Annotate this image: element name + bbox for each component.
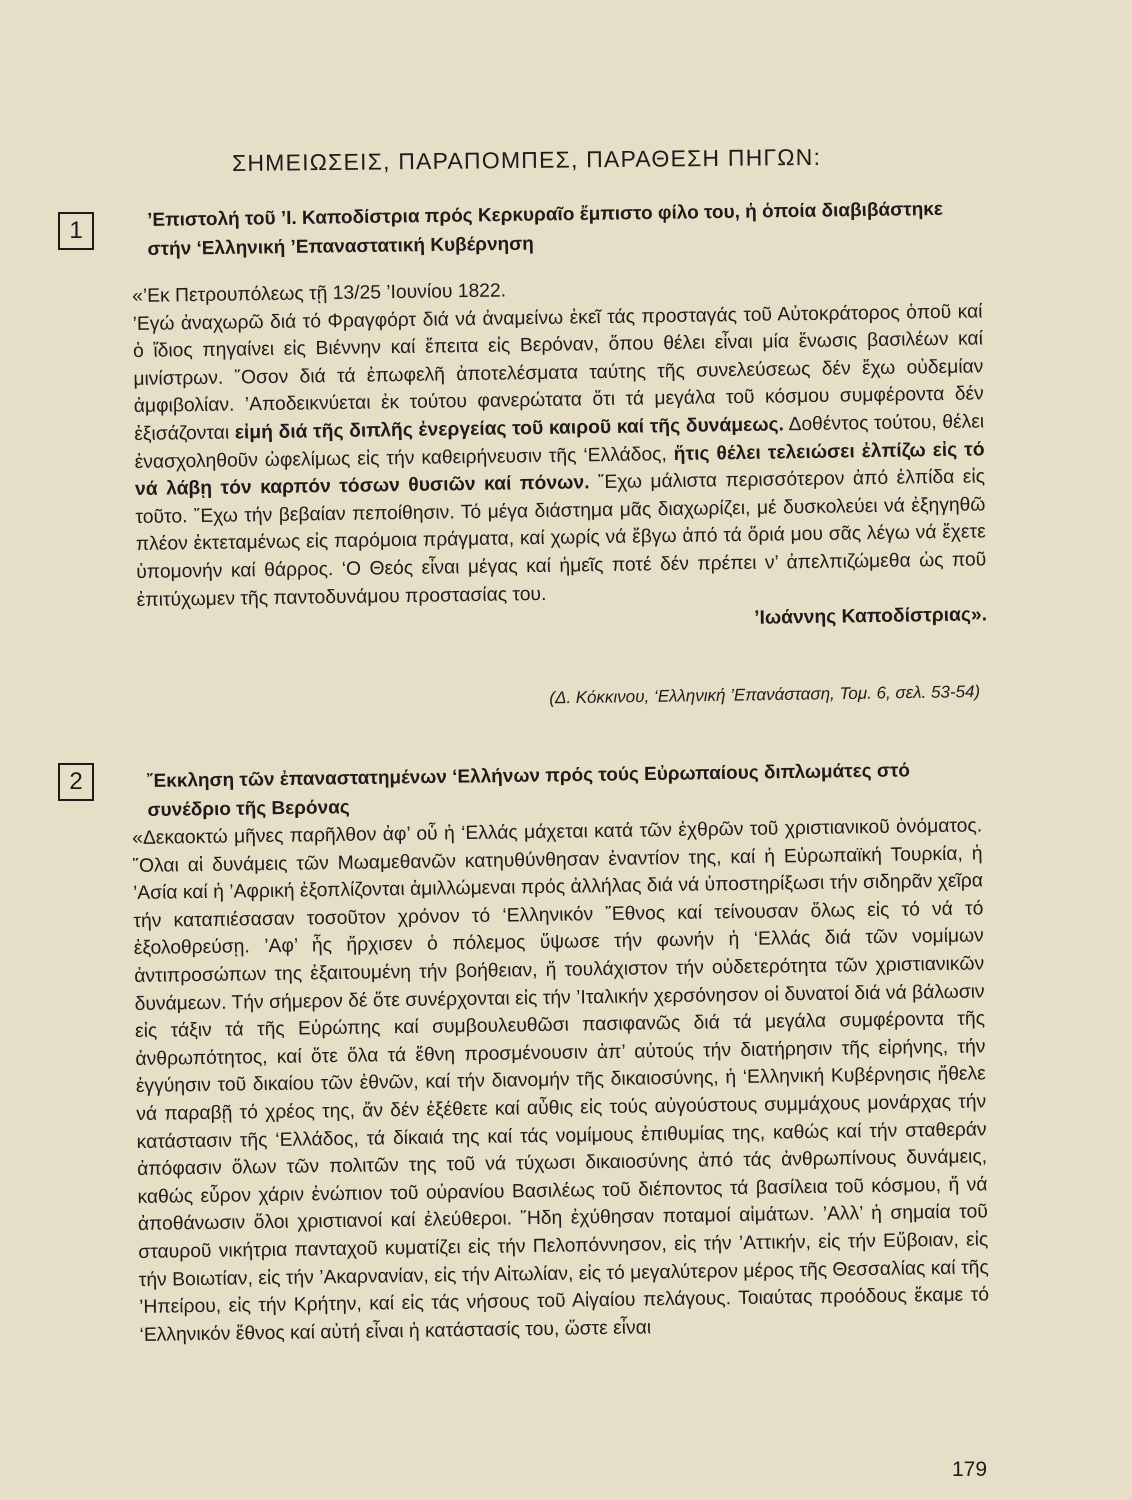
letter-signature: ’Ιωάννης Καποδίστριας».: [753, 604, 988, 629]
source-citation: (Δ. Κόκκινου, ‘Ελληνική ’Επανάσταση, Τομ. 6, σελ. 53-54): [549, 682, 981, 708]
section-heading-1: ’Επιστολή τοῦ ’Ι. Καποδίστρια πρός Κερκυραῖο ἔμπιστο φίλο του, ἡ ὁποία διαβιβάστηκε στήν ‘Ελληνική ’Επαναστατική Κυβέρνηση: [147, 198, 943, 260]
letter-text: ’Εγώ ἀναχωρῶ διά τό Φραγφόρτ διά νά ἀναμείνω ἐκεῖ τάς προσταγάς τοῦ Αὐτοκράτορος ὁποῦ καί ὁ ἴδιος πηγαίνει εἰς Βιέννην καί ἔπειτα εἰς Βερόναν, ὅπου θέλει εἶναι μία ἕνωσις βασιλέων καί μινίστρων. ῞Οσον διά τά ἐπωφελῆ ἀποτελέσματα ταύτης τῆς συνελεύσεως δέν ἔχω οὐδεμίαν ἀμφιβολίαν. ’Αποδεικνύεται ἐκ τούτου φανερώτατα ὅτι τά μεγάλα τοῦ κόσμου συμφέροντα δέν ἐξισάζονται: [132, 300, 984, 445]
letter-paragraph: [132, 298, 986, 614]
section-number: 2: [69, 768, 83, 795]
section-number-box-1: [58, 212, 94, 250]
letter-bold-text: ἥτις θέλει τελειώσει ἐλπίζω εἰς τό νά λάβῃ τόν καρπόν τόσων θυσιῶν καί πόνων.: [134, 438, 985, 501]
page-title: ΣΗΜΕΙΩΣΕΙΣ, ΠΑΡΑΠΟΜΠΕΣ, ΠΑΡΑΘΕΣΗ ΠΗΓΩΝ:: [231, 143, 822, 176]
letter-bold-text: εἰμή διά τῆς διπλῆς ἐνεργείας τοῦ καιροῦ καί τῆς δυνάμεως.: [234, 414, 785, 444]
section-number-box-2: [58, 763, 94, 801]
section-body-2: [132, 812, 990, 1349]
letter-text: ῎Εχω μάλιστα περισσότερον ἀπό ἐλπίδα εἰς τοῦτο. ῎Εχω τήν βεβαίαν πεποίθησιν. Τό μέγα διάστημα μᾶς διαχωρίζει, μέ δυσκολεύει νά ἐξηγηθῶ πλέον ἐκτεταμένως εἰς παρόμοια πράγματα, καί χωρίς νά ἔβγω ἀπό τά ὅριά μου σᾶς λέγω νά ἔχετε ὑπομονήν καί θάρρος. ‘Ο Θεός εἶναι μέγας καί ἡμεῖς ποτέ δέν πρέπει ν’ ἀπελπιζώμεθα ὡς ποῦ ἐπιτύχωμεν τῆς παντοδυνάμου προστασίας του.: [135, 466, 987, 611]
letter-text: Δοθέντος τούτου, θέλει ἐνασχοληθοῦν ὠφελίμως εἰς τήν καθειρήνευσιν τῆς ‘Ελλάδος,: [134, 411, 985, 473]
letter-opening: «’Εκ Πετρουπόλεως τῇ 13/25 ’Ιουνίου 1822.: [132, 280, 507, 307]
appeal-text: «Δεκαοκτώ μῆνες παρῆλθον ἀφ’ οὗ ἡ ‘Ελλάς μάχεται κατά τῶν ἐχθρῶν τοῦ χριστιανικοῦ ὀνόματος. ῞Ολαι αἱ δυνάμεις τῶν Μωαμεθανῶν κατηυθύνθησαν ἐναντίον της, καί ἡ Εὐρωπαϊκή Τουρκία, ἡ ’Ασία καί ἡ ’Αφρική ἐξοπλίζονται ἁμιλλώμεναι πρός ἀλλήλας διά νά ὑποστηρίξωσι τήν σιδηρᾶν χεῖρα τήν καταπιέσασαν τοσοῦτον χρόνον τό ‘Ελληνικόν ῎Εθνος καί τείνουσαν ὅλως εἰς τό νά τό ἐξολοθρεύσῃ. ’Αφ’ ἧς ἤρχισεν ὁ πόλεμος ὕψωσε τήν φωνήν ἡ ‘Ελλάς διά τῶν νομίμων ἀντιπροσώπων της ἐξαιτουμένη τήν βοήθειαν, ἤ τουλάχιστον τήν οὐδετερότητα τῶν χριστιανικῶν δυνάμεων. Τήν σήμερον δέ ὅτε συνέρχονται εἰς τήν ’Ιταλικήν χερσόνησον οἱ δυνατοί διά νά βάλωσιν εἰς τάξιν τά τῆς Εὐρώπης καί συμβουλευθῶσι πασιφανῶς διά τά μεγάλα συμφέροντα τῆς ἀνθρωπότητος, καί ὅτε ὅλα τά ἔθνη προσμένουσιν ἀπ’ αὐτούς τήν διατήρησιν τῆς εἰρήνης, τήν ἐγγύησιν τοῦ δικαίου τῶν ἐθνῶν, καί τήν διανομήν τῆς δικαιοσύνης, ἡ ‘Ελληνική Κυβέρνησις ἤθελε νά παραβῇ τό χρέος της, ἄν δέν ἐξέθετε καί αὖθις εἰς τούς αὐγούστους συμμάχους μονάρχας τήν κατάστασιν τῆς ‘Ελλάδος, τά δίκαιά της καί τάς νομίμους ἐπιθυμίας της, καθώς καί τήν σταθεράν ἀπόφασιν ὅλων τῶν πολιτῶν της τοῦ νά τύχωσι δικαιοσύνης ἀπό τάς ἀνθρωπίνους δυνάμεις, καθώς εὗρον χάριν ἐνώπιον τοῦ οὐρανίου Βασιλέως τοῦ διέποντος τά βασίλεια τοῦ κόσμου, ἤ νά ἀποθάνωσιν ὅλοι χριστιανοί καί ἐλεύθεροι. ῞Ηδη ἐχύθησαν ποταμοί αἱμάτων. ’Αλλ’ ἡ σημαία τοῦ σταυροῦ νικήτρια πανταχοῦ κυματίζει εἰς τήν Πελοπόννησον, εἰς τήν ’Αττικήν, εἰς τήν Εὔβοιαν, εἰς τήν Βοιωτίαν, εἰς τήν ’Ακαρνανίαν, εἰς τήν Αἰτωλίαν, εἰς τό μεγαλύτερον μέρος τῆς Θεσσαλίας καί τῆς ’Ηπείρου, εἰς τήν Κρήτην, καί εἰς τάς νήσους τοῦ Αἰγαίου πελάγους. Τοιαύτας προόδους ἔκαμε τό ‘Ελληνικόν ἔθνος καί αὐτή εἶναι ἡ κατάστασίς του, ὥστε εἶναι: [132, 815, 990, 1346]
section-number: 1: [69, 217, 83, 244]
section-body-1: [132, 270, 987, 641]
page-number: 179: [952, 1458, 988, 1481]
section-heading-2: ῎Εκκληση τῶν ἐπαναστατημένων ‘Ελλήνων πρός τούς Εὐρωπαίους διπλωμάτες στό συνέδριο τῆς Βερόνας: [147, 760, 911, 821]
